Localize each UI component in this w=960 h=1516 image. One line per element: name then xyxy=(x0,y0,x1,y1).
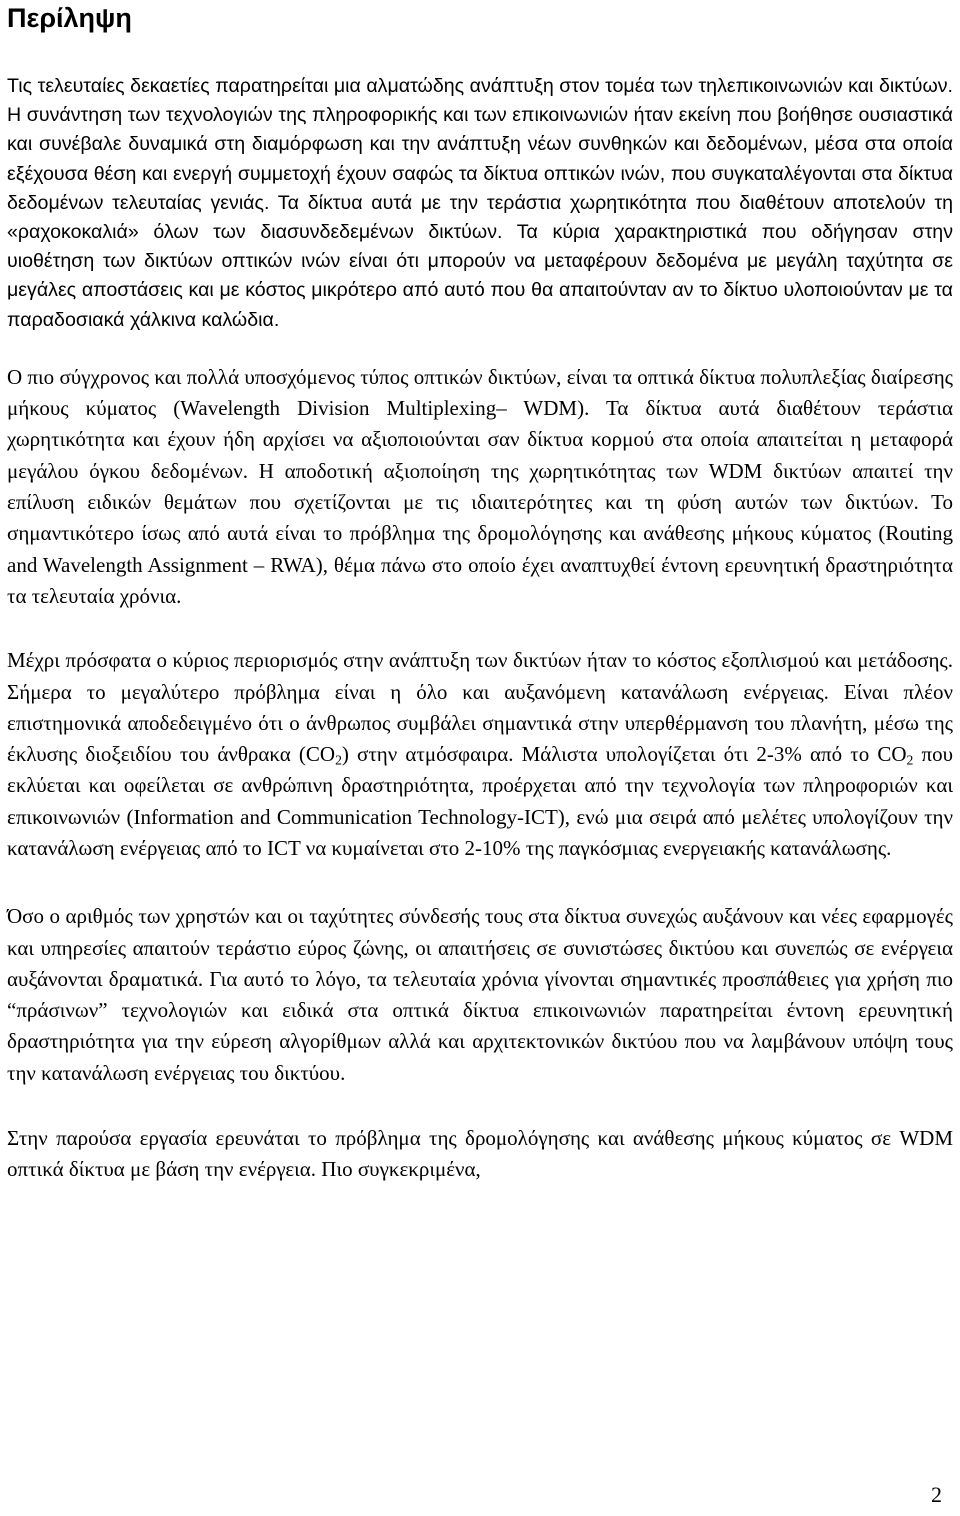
page-number: 2 xyxy=(931,1482,942,1507)
paragraph-present-work: Στην παρούσα εργασία ερευνάται το πρόβλημα της δρομολόγησης και ανάθεσης μήκους κύματος σε WDM οπτικά δίκτυα με βάση την ενέργεια. Πιο συγκεκριμένα, xyxy=(7,1126,953,1182)
paragraph-energy-text-3: που εκλύεται και οφείλεται σε ανθρώπινη δραστηριότητα, προέρχεται από την τεχνολογία των πληροφοριών και επικοινωνιών (Information and Communication Technology-ICT), ενώ μια σειρά από μελέτες υπολογίζουν την κατανάλωση ενέργειας από το ICT να κυμαίνεται στο 2-10% της παγκόσμιας ενεργειακής κατανάλωσης. xyxy=(7,742,954,860)
co2-subscript: 2 xyxy=(335,752,342,768)
paragraph-green: Όσο ο αριθμός των χρηστών και οι ταχύτητες σύνδεσής τους στα δίκτυα συνεχώς αυξάνουν και νέες εφαρμογές και υπηρεσίες απαιτούν τεράστιο εύρος ζώνης, οι απαιτήσεις σε συνιστώσες δικτύου και συνεπώς σε ενέργεια αυξάνονται δραματικά. Για αυτό το λόγο, τα τελευταία χρόνια γίνονται σημαντικές προσπάθειες για χρήση πιο “πράσινων” τεχνολογιών και ειδικά στα οπτικά δίκτυα επικοινωνιών παρατηρείται έντονη ερευνητική δραστηριότητα για την εύρεση αλγορίθμων αλλά και αρχιτεκτονικών δικτύου που να λαμβάνουν υπόψη τους την κατανάλωση ενέργειας του δικτύου. xyxy=(7,904,953,1085)
section-heading: Περίληψη xyxy=(7,3,132,33)
paragraph-wdm: Ο πιο σύγχρονος και πολλά υποσχόμενος τύπος οπτικών δικτύων, είναι τα οπτικά δίκτυα πολυπλεξίας διαίρεσης μήκους κύματος (Wavelength Division Multiplexing– WDM). Τα δίκτυα αυτά διαθέτουν τεράστια χωρητικότητα και έχουν ήδη αρχίσει να αξιοποιούνται σαν δίκτυα κορμού στα οποία απαιτείται η μεταφορά μεγάλου όγκου δεδομένων. Η αποδοτική αξιοποίηση της χωρητικότητας των WDM δικτύων απαιτεί την επίλυση ειδικών θεμάτων που σχετίζονται με τις ιδιαιτερότητες και τη φύση αυτών των δικτύων. Το σημαντικότερο ίσως από αυτά είναι το πρόβλημα της δρομολόγησης και ανάθεσης μήκους κύματος (Routing and Wavelength Assignment – RWA), θέμα πάνω στο οποίο έχει αναπτυχθεί έντονη ερευνητική δραστηριότητα τα τελευταία χρόνια. xyxy=(7,364,953,608)
paragraph-intro: Τις τελευταίες δεκαετίες παρατηρείται μια αλματώδης ανάπτυξη στον τομέα των τηλεπικοινωνιών και δικτύων. Η συνάντηση των τεχνολογιών της πληροφορικής και των επικοινωνιών ήταν εκείνη που βοήθησε ουσιαστικά και συνέβαλε δυναμικά στη διαμόρφωση και την ανάπτυξη νέων συνθηκών και δεδομένων, μέσα στα οποία εξέχουσα θέση και ενεργή συμμετοχή έχουν σαφώς τα δίκτυα οπτικών ινών, που συγκαταλέγονται στα δίκτυα δεδομένων τελευταίας γενιάς. Τα δίκτυα αυτά με την τεράστια χωρητικότητα που διαθέτουν αποτελούν τη «ραχοκοκαλιά» όλων των διασυνδεδεμένων δικτύων. Τα κύρια χαρακτηριστικά που οδήγησαν στην υιοθέτηση των δικτύων οπτικών ινών είναι ότι μπορούν να μεταφέρουν δεδομένα με μεγάλη ταχύτητα σε μεγάλες αποστάσεις και με κόστος μικρότερο από αυτό που θα απαιτούνταν αν το δίκτυο υλοποιούνταν με τα παραδοσιακά χάλκινα καλώδια. xyxy=(7,75,953,331)
paragraph-energy xyxy=(7,645,953,864)
paragraph-energy-text-2: ) στην ατμόσφαιρα. Μάλιστα υπολογίζεται ότι 2-3% από το CO xyxy=(341,742,907,767)
co2-subscript: 2 xyxy=(906,752,914,768)
document-page xyxy=(7,0,953,1186)
paragraph-energy-text-1: Μέχρι πρόσφατα ο κύριος περιορισμός στην ανάπτυξη των δικτύων ήταν το κόστος εξοπλισμού και μετάδοσης. Σήμερα το μεγαλύτερο πρόβλημα είναι η όλο και αυξανόμενη κατανάλωση ενέργειας. Είναι πλέον επιστημονικά αποδεδειγμένο ότι ο άνθρωπος συμβάλει σημαντικά στην υπερθέρμανση του πλανήτη, μέσω της έκλυσης διοξειδίου του άνθρακα (CO xyxy=(7,648,953,767)
